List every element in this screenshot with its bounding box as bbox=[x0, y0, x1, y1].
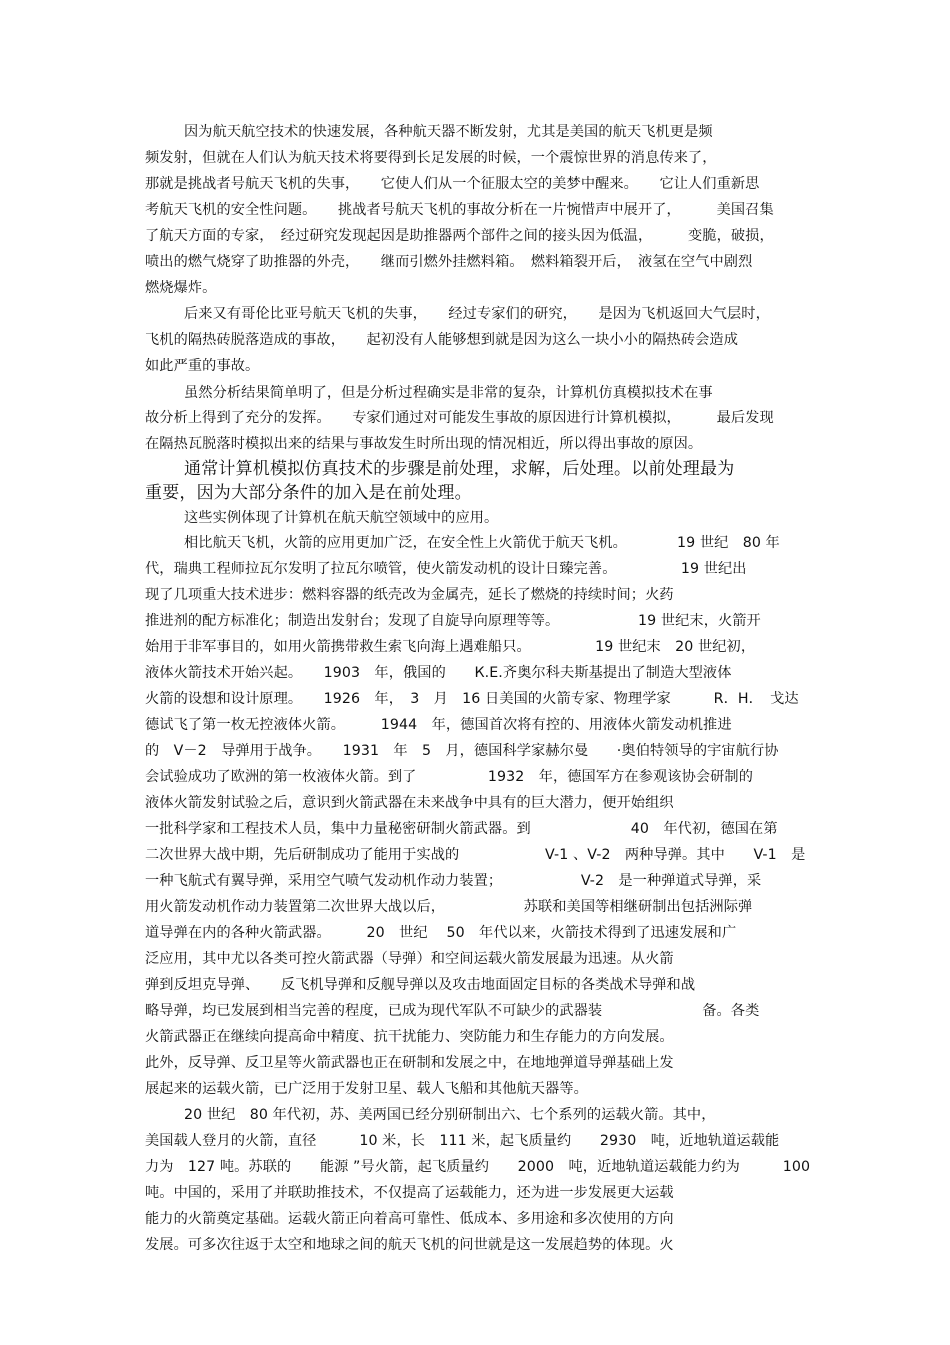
text-line: 在隔热瓦脱落时模拟出来的结果与事故发生时所出现的情况相近，所以得出事故的原因。 bbox=[145, 436, 703, 452]
text-line: 液体火箭发射试验之后，意识到火箭武器在未来战争中具有的巨大潜力，便开始组织 bbox=[145, 795, 674, 811]
text-line: 吨。中国的，采用了并联助推技术，不仅提高了运载能力，还为进一步发展更大运载 bbox=[145, 1185, 674, 1201]
text-line: 展起来的运载火箭，已广泛用于发射卫星、载人飞船和其他航天器等。 bbox=[145, 1081, 588, 1097]
text-line: 力为 127 吨。苏联的 能源 ”号火箭，起飞质量约 2000 吨，近地轨道运载能力约为 100 bbox=[145, 1159, 811, 1175]
emphasis-line: 重要，因为大部分条件的加入是在前处理。 bbox=[145, 483, 472, 503]
text-line: 发展。可多次往返于太空和地球之间的航天飞机的问世就是这一发展趋势的体现。火 bbox=[145, 1237, 674, 1253]
text-line: 考航天飞机的安全性问题。 挑战者号航天飞机的事故分析在一片惋惜声中展开了， 美国召集 bbox=[145, 202, 774, 218]
text-line: 此外，反导弹、反卫星等火箭武器也正在研制和发展之中，在地地弹道导弹基础上发 bbox=[145, 1055, 674, 1071]
text-line: 一批科学家和工程技术人员，集中力量秘密研制火箭武器。到 40 年代初，德国在第 bbox=[145, 821, 778, 837]
text-line: 了航天方面的专家， 经过研究发现起因是助推器两个部件之间的接头因为低温， 变脆，破损， bbox=[145, 228, 774, 244]
text-line: 相比航天飞机，火箭的应用更加广泛，在安全性上火箭优于航天飞机。 19 世纪 80 年 bbox=[184, 535, 780, 551]
text-line: 始用于非军事目的，如用火箭携带救生索飞向海上遇难船只。 19 世纪末 20 世纪初， bbox=[145, 639, 756, 655]
text-line: 液体火箭技术开始兴起。 1903 年，俄国的 К.Е.齐奥尔科夫斯基提出了制造大型液体 bbox=[145, 665, 732, 681]
text-line: 泛应用，其中尤以各类可控火箭武器（导弹）和空间运载火箭发展最为迅速。从火箭 bbox=[145, 951, 674, 967]
text-line: 燃烧爆炸。 bbox=[145, 280, 217, 296]
text-line: 道导弹在内的各种火箭武器。 20 世纪 50 年代以来，火箭技术得到了迅速发展和广 bbox=[145, 925, 737, 941]
text-line: 现了几项重大技术进步：燃料容器的纸壳改为金属壳，延长了燃烧的持续时间；火药 bbox=[145, 587, 674, 603]
text-line: 用火箭发动机作动力装置第二次世界大战以后， 苏联和美国等相继研制出包括洲际弹 bbox=[145, 899, 753, 915]
text-line: 美国载人登月的火箭，直径 10 米，长 111 米，起飞质量约 2930 吨，近地轨道运载能 bbox=[145, 1133, 780, 1149]
text-line: 的 V－2 导弹用于战争。 1931 年 5 月，德国科学家赫尔曼 ·奥伯特领导的宇宙航行协 bbox=[145, 743, 779, 759]
text-line: 20 世纪 80 年代初，苏、美两国已经分别研制出六、七个系列的运载火箭。其中， bbox=[184, 1107, 716, 1123]
text-line: 二次世界大战中期，先后研制成功了能用于实战的 V-1 、V-2 两种导弹。其中 V-1 是 bbox=[145, 847, 806, 863]
emphasis-line: 通常计算机模拟仿真技术的步骤是前处理，求解，后处理。以前处理最为 bbox=[184, 459, 735, 479]
text-line: 能力的火箭奠定基础。运载火箭正向着高可靠性、低成本、多用途和多次使用的方向 bbox=[145, 1211, 674, 1227]
text-line: 因为航天航空技术的快速发展，各种航天器不断发射，尤其是美国的航天飞机更是频 bbox=[184, 124, 713, 140]
text-line: 飞机的隔热砖脱落造成的事故， 起初没有人能够想到就是因为这么一块小小的隔热砖会造成 bbox=[145, 332, 738, 348]
text-line: 会试验成功了欧洲的第一枚液体火箭。到了 1932 年，德国军方在参观该协会研制的 bbox=[145, 769, 754, 785]
text-line: 后来又有哥伦比亚号航天飞机的失事， 经过专家们的研究， 是因为飞机返回大气层时， bbox=[184, 306, 770, 322]
text-line: 代，瑞典工程师拉瓦尔发明了拉瓦尔喷管，使火箭发动机的设计日臻完善。 19 世纪出 bbox=[145, 561, 747, 577]
text-line: 虽然分析结果简单明了，但是分析过程确实是非常的复杂，计算机仿真模拟技术在事 bbox=[184, 385, 713, 401]
text-line: 推进剂的配方标准化；制造出发射台；发现了自旋导向原理等等。 19 世纪末，火箭开 bbox=[145, 613, 761, 629]
text-line: 弹到反坦克导弹、 反飞机导弹和反舰导弹以及攻击地面固定目标的各类战术导弹和战 bbox=[145, 977, 696, 993]
text-line: 略导弹，均已发展到相当完善的程度，已成为现代军队不可缺少的武器装 备。各类 bbox=[145, 1003, 760, 1019]
text-line: 德试飞了第一枚无控液体火箭。 1944 年，德国首次将有控的、用液体火箭发动机推进 bbox=[145, 717, 732, 733]
text-line: 喷出的燃气烧穿了助推器的外壳， 继而引燃外挂燃料箱。 燃料箱裂开后， 液氢在空气中剧烈 bbox=[145, 254, 753, 270]
text-line: 火箭武器正在继续向提高命中精度、抗干扰能力、突防能力和生存能力的方向发展。 bbox=[145, 1029, 674, 1045]
text-line: 那就是挑战者号航天飞机的失事， 它使人们从一个征服太空的美梦中醒来。 它让人们重新思 bbox=[145, 176, 760, 192]
text-line: 火箭的设想和设计原理。 1926 年， 3 月 16 日美国的火箭专家、物理学家 R．H． 戈达 bbox=[145, 691, 799, 707]
text-line: 故分析上得到了充分的发挥。 专家们通过对可能发生事故的原因进行计算机模拟， 最后发现 bbox=[145, 410, 774, 426]
text-line: 频发射，但就在人们认为航天技术将要得到长足发展的时候，一个震惊世界的消息传来了， bbox=[145, 150, 717, 166]
text-line: 一种飞航式有翼导弹，采用空气喷气发动机作动力装置； V-2 是一种弹道式导弹，采 bbox=[145, 873, 762, 889]
text-line: 如此严重的事故。 bbox=[145, 358, 260, 374]
text-line: 这些实例体现了计算机在航天航空领域中的应用。 bbox=[184, 510, 499, 526]
